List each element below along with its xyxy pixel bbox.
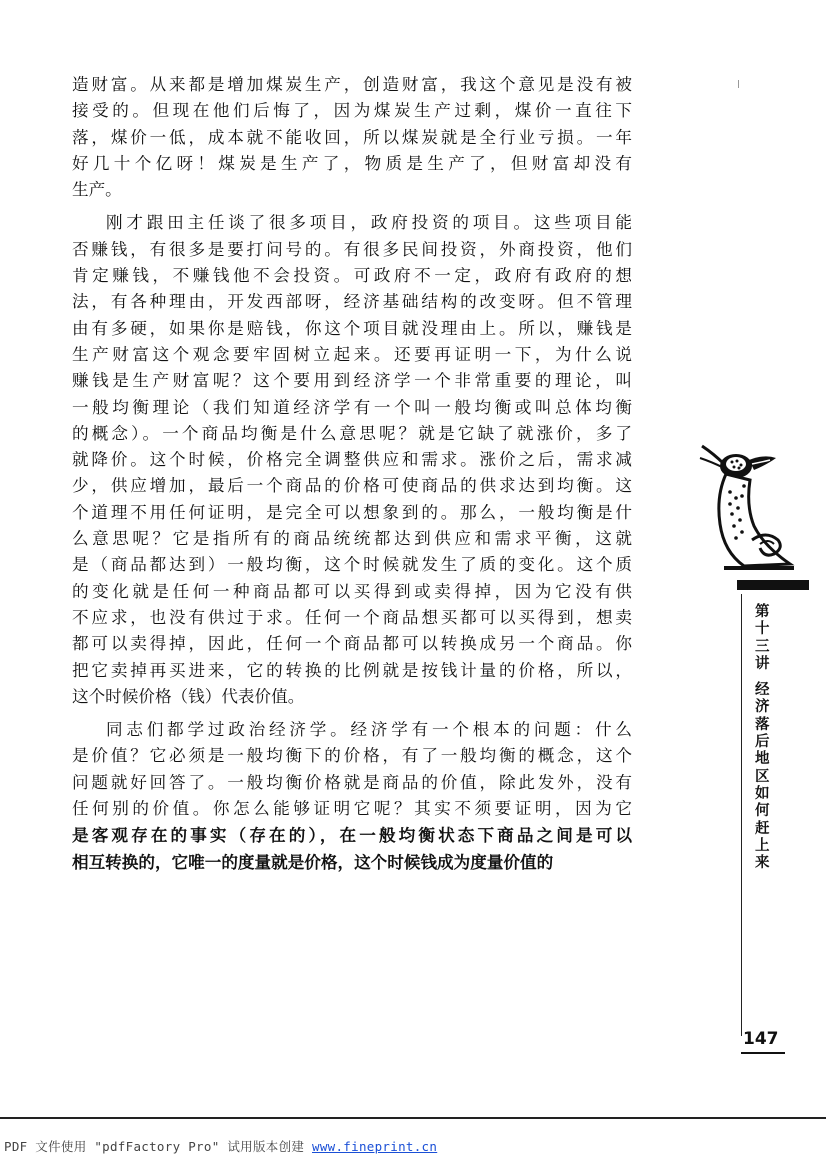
text-line: 任何别的价值。你怎么能够证明它呢？其实不须要证明，因为它 xyxy=(72,799,632,819)
body-text xyxy=(72,72,632,875)
page-number-underline xyxy=(741,1052,785,1054)
footer-rule xyxy=(0,1117,826,1119)
side-title-char: 来 xyxy=(755,855,770,872)
side-title-char: 赶 xyxy=(755,820,770,837)
side-title-char: 济 xyxy=(755,699,770,716)
text-line: 生产。 xyxy=(72,180,122,200)
text-line: 是客观存在的事实（存在的），在一般均衡状态下商品之间是可以 xyxy=(72,825,632,846)
text-line: 问题就好回答了。一般均衡价格就是商品的价值，除此发外，没有 xyxy=(72,772,632,792)
page-number: 147 xyxy=(743,1029,779,1049)
side-rule xyxy=(741,594,742,1036)
text-line: 相互转换的，它唯一的度量就是价格，这个时候钱成为度量价值的 xyxy=(72,851,554,872)
text-line: 是价值？它必须是一般均衡下的价格，有了一般均衡的概念，这个 xyxy=(72,746,632,766)
paragraph-gap xyxy=(72,710,632,717)
text-line: 好几十个亿呀！煤炭是生产了，物质是生产了，但财富却没有 xyxy=(72,153,632,173)
section-divider-bar xyxy=(737,580,809,590)
text-line: 否赚钱，有很多是要打问号的。有很多民间投资，外商投资，他们 xyxy=(72,239,632,259)
text-line: 是（商品都达到）一般均衡，这个时候就发生了质的变化。这个质 xyxy=(72,555,632,575)
text-line: 接受的。但现在他们后悔了，因为煤炭生产过剩，煤价一直往下 xyxy=(72,101,632,121)
side-title-char: 上 xyxy=(755,837,770,854)
text-line: 这个时候价格（钱）代表价值。 xyxy=(72,686,305,706)
side-title-char: 地 xyxy=(755,751,770,768)
text-line: 一般均衡理论（我们知道经济学有一个叫一般均衡或叫总体均衡 xyxy=(72,397,632,417)
side-title-char: 后 xyxy=(755,734,770,751)
side-title-char: 第 xyxy=(755,604,770,620)
text-line: 造财富。从来都是增加煤炭生产，创造财富，我这个意见是没有被 xyxy=(72,75,632,94)
text-line: 么意思呢？它是指所有的商品统统都达到供应和需求平衡，这就 xyxy=(72,529,632,549)
side-title-char xyxy=(755,673,775,682)
text-line: 法，有各种理由，开发西部呀，经济基础结构的改变呀。但不管理 xyxy=(72,292,632,312)
bird-ornament-icon xyxy=(694,436,804,576)
footer-text: PDF 文件使用 "pdfFactory Pro" 试用版本创建 xyxy=(4,1139,312,1154)
text-line: 都可以卖得掉，因此，任何一个商品都可以转换成另一个商品。你 xyxy=(72,634,632,654)
footer-link[interactable]: www.fineprint.cn xyxy=(312,1139,438,1154)
text-line: 落，煤价一低，成本就不能收回，所以煤炭就是全行业亏损。一年 xyxy=(72,127,632,147)
text-line: 个道理不用任何证明，是完全可以想象到的。那么，一般均衡是什 xyxy=(72,502,632,522)
text-line: 的变化就是任何一种商品都可以买得到或卖得掉，因为它没有供 xyxy=(72,581,632,601)
text-line: 少，供应增加，最后一个商品的价格可使商品的供求达到均衡。这 xyxy=(72,476,632,496)
margin-tick xyxy=(738,80,739,88)
text-line: 赚钱是生产财富呢？这个要用到经济学一个非常重要的理论，叫 xyxy=(72,371,632,391)
chapter-side-title xyxy=(755,604,775,872)
text-line: 就降价。这个时候，价格完全调整供应和需求。涨价之后，需求减 xyxy=(72,450,632,470)
side-title-char: 经 xyxy=(755,682,770,699)
text-line: 同志们都学过政治经济学。经济学有一个根本的问题：什么 xyxy=(106,720,632,740)
text-line: 不应求，也没有供过于求。任何一个商品想买都可以买得到，想卖 xyxy=(72,607,632,627)
text-line: 的概念）。一个商品均衡是什么意思呢？就是它缺了就涨价，多了 xyxy=(72,423,632,443)
side-title-char: 如 xyxy=(755,785,770,802)
text-line: 刚才跟田主任谈了很多项目，政府投资的项目。这些项目能 xyxy=(106,213,632,233)
side-title-char: 落 xyxy=(755,716,770,733)
paragraph-gap xyxy=(72,203,632,210)
side-title-char: 讲 xyxy=(755,655,770,672)
side-title-char: 区 xyxy=(755,768,770,785)
side-title-char: 何 xyxy=(755,803,770,820)
side-title-char: 三 xyxy=(755,638,770,655)
text-line: 由有多硬，如果你是赔钱，你这个项目就没理由上。所以，赚钱是 xyxy=(72,318,632,338)
text-line: 肯定赚钱，不赚钱他不会投资。可政府不一定，政府有政府的想 xyxy=(72,266,632,286)
footer-watermark xyxy=(4,1137,437,1155)
side-title-char: 十 xyxy=(755,621,770,638)
text-line: 把它卖掉再买进来，它的转换的比例就是按钱计量的价格，所以， xyxy=(72,660,632,680)
text-line: 生产财富这个观念要牢固树立起来。还要再证明一下，为什么说 xyxy=(72,344,632,364)
